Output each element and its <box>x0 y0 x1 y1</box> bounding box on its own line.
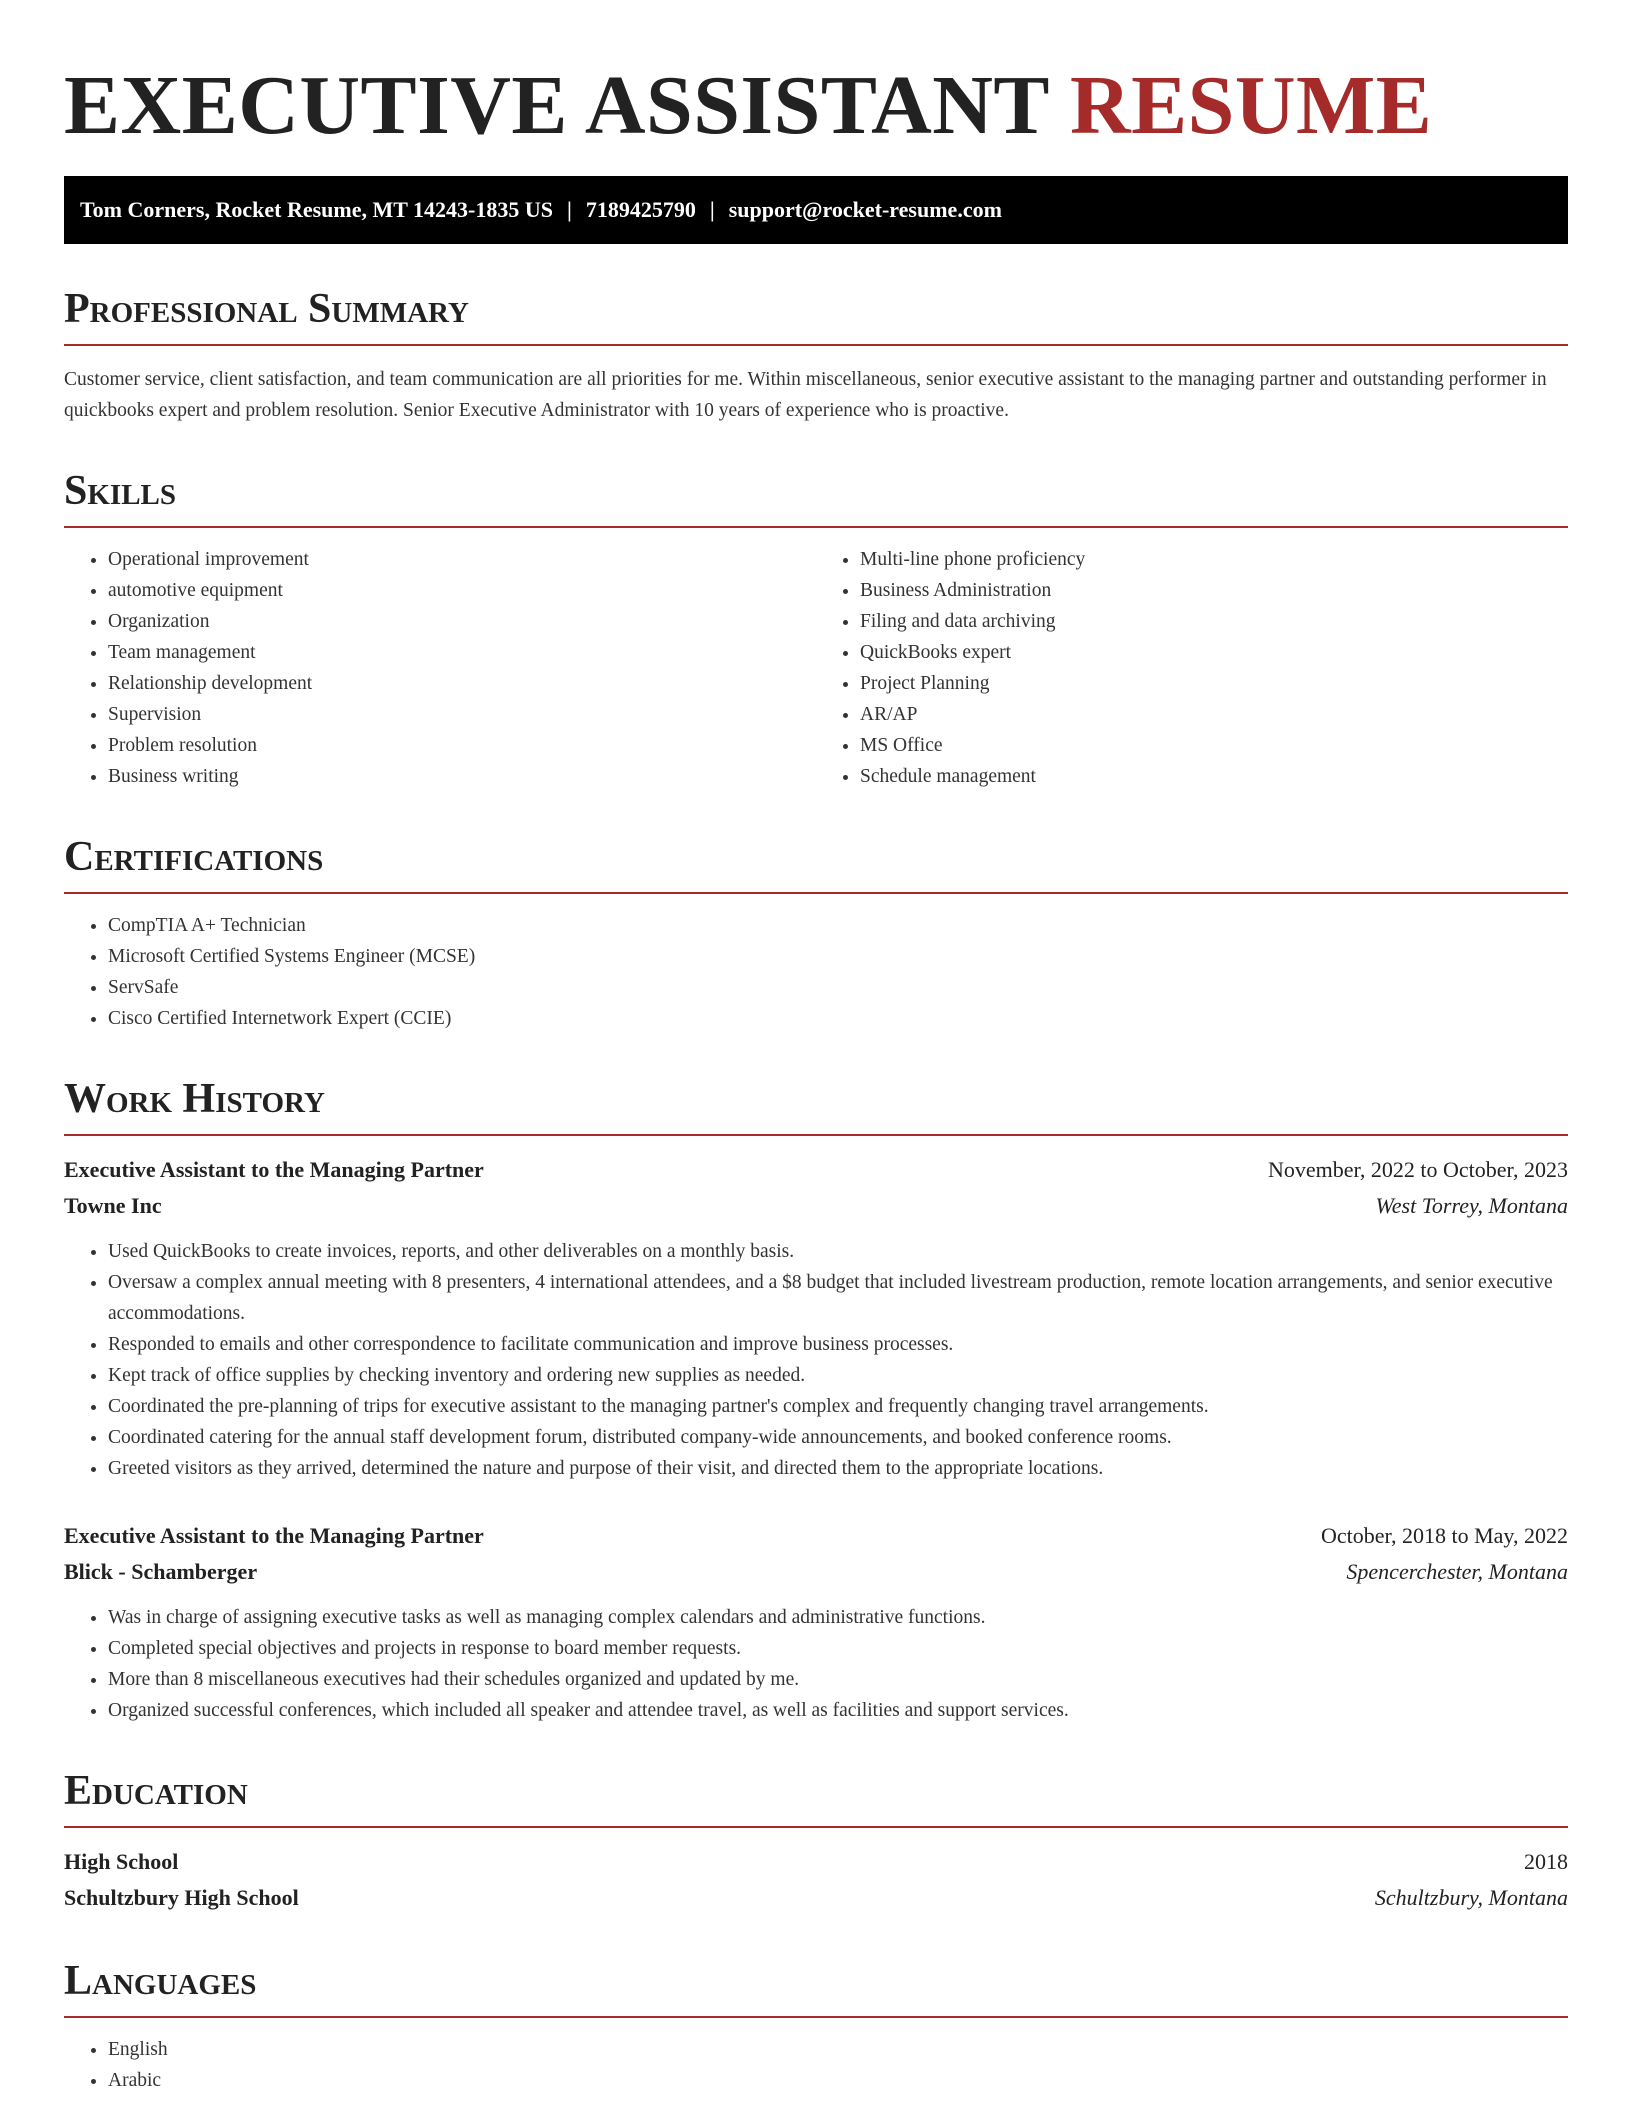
job-title: Executive Assistant to the Managing Partner <box>64 1157 484 1182</box>
education-year: 2018 <box>1524 1849 1568 1874</box>
skill-item: • MS Office <box>860 730 1568 761</box>
contact-bar <box>64 176 1568 244</box>
languages-list <box>64 2034 1568 2096</box>
certification-item: • ServSafe <box>108 972 1568 1003</box>
work-history-heading: Work History <box>64 1074 1568 1136</box>
skill-item: • QuickBooks expert <box>860 637 1568 668</box>
skill-item: • Team management <box>108 637 816 668</box>
skill-item: • Operational improvement <box>108 544 816 575</box>
summary-text: Customer service, client satisfaction, and team communication are all priorities for me. Within miscellaneous, senior executive assistant to the managing partner and outstanding performer in quickbooks expert and problem resolution. Senior Executive Administrator with 10 years of experience who is proactive. <box>64 369 1547 421</box>
job-dates: November, 2022 to October, 2023 <box>1267 1157 1568 1182</box>
job-location: Spencerchester, Montana <box>1346 1559 1568 1584</box>
job-entry <box>64 1518 1568 1726</box>
education-entry <box>64 1844 1568 1916</box>
skills-heading: Skills <box>64 466 1568 528</box>
skills-list-right <box>816 544 1568 792</box>
certifications-section <box>64 832 1568 1034</box>
job-bullet: • Kept track of office supplies by checking inventory and ordering new supplies as needed. <box>108 1360 1568 1391</box>
education-location: Schultzbury, Montana <box>1374 1885 1568 1910</box>
skill-item: • AR/AP <box>860 699 1568 730</box>
certification-item: • Cisco Certified Internetwork Expert (CCIE) <box>108 1003 1568 1034</box>
skill-item: • Filing and data archiving <box>860 606 1568 637</box>
language-item: • English <box>108 2034 1568 2065</box>
job-bullet: • Completed special objectives and projects in response to board member requests. <box>108 1633 1568 1664</box>
skill-item: • Schedule management <box>860 761 1568 792</box>
job-bullet: • Coordinated catering for the annual staff development forum, distributed company-wide announcements, and booked conference rooms. <box>108 1422 1568 1453</box>
skills-columns <box>64 528 1568 792</box>
page-title <box>64 56 1568 156</box>
languages-section <box>64 1956 1568 2096</box>
summary-heading: Professional Summary <box>64 284 1568 346</box>
skill-item: • Project Planning <box>860 668 1568 699</box>
job-bullet: • Greeted visitors as they arrived, determined the nature and purpose of their visit, and directed them to the appropriate locations. <box>108 1453 1568 1484</box>
education-school-row <box>64 1880 1568 1916</box>
summary-section <box>64 284 1568 426</box>
skill-item: • Business writing <box>108 761 816 792</box>
contact-separator: | <box>566 197 572 222</box>
skill-item: • Business Administration <box>860 575 1568 606</box>
job-entry <box>64 1152 1568 1484</box>
job-dates: October, 2018 to May, 2022 <box>1321 1523 1568 1548</box>
skills-list-left <box>64 544 816 792</box>
job-header-row <box>64 1152 1568 1188</box>
education-heading: Education <box>64 1766 1568 1828</box>
job-bullet: • Organized successful conferences, which included all speaker and attendee travel, as well as facilities and support services. <box>108 1695 1568 1726</box>
skills-section <box>64 466 1568 792</box>
work-history-section <box>64 1074 1568 1726</box>
resume-page <box>64 0 1568 2096</box>
skill-item: • Organization <box>108 606 816 637</box>
job-bullet: • Oversaw a complex annual meeting with 8 presenters, 4 international attendees, and a $8 budget that included livestream production, remote location arrangements, and senior executive accommodations. <box>108 1267 1568 1329</box>
certifications-heading: Certifications <box>64 832 1568 894</box>
education-degree: High School <box>64 1849 179 1874</box>
contact-phone: 7189425790 <box>585 197 696 222</box>
job-bullets <box>64 1602 1568 1726</box>
job-company: Towne Inc <box>64 1193 162 1218</box>
contact-separator: | <box>709 197 715 222</box>
job-location: West Torrey, Montana <box>1375 1193 1568 1218</box>
education-school: Schultzbury High School <box>64 1885 299 1910</box>
certification-item: • Microsoft Certified Systems Engineer (MCSE) <box>108 941 1568 972</box>
job-company-row <box>64 1554 1568 1590</box>
languages-heading: Languages <box>64 1956 1568 2018</box>
contact-email: support@rocket-resume.com <box>728 197 1002 222</box>
job-bullet: • Coordinated the pre-planning of trips for executive assistant to the managing partner's complex and frequently changing travel arrangements. <box>108 1391 1568 1422</box>
title-accent: RESUME <box>1069 59 1433 152</box>
job-bullet: • More than 8 miscellaneous executives had their schedules organized and updated by me. <box>108 1664 1568 1695</box>
contact-address: Tom Corners, Rocket Resume, MT 14243-1835 US <box>80 197 553 222</box>
job-company: Blick - Schamberger <box>64 1559 258 1584</box>
education-section <box>64 1766 1568 1916</box>
language-item: • Arabic <box>108 2065 1568 2096</box>
education-header-row <box>64 1844 1568 1880</box>
job-company-row <box>64 1188 1568 1224</box>
title-main: EXECUTIVE ASSISTANT <box>64 59 1049 152</box>
job-bullet: • Was in charge of assigning executive tasks as well as managing complex calendars and administrative functions. <box>108 1602 1568 1633</box>
skill-item: • automotive equipment <box>108 575 816 606</box>
certification-item: • CompTIA A+ Technician <box>108 910 1568 941</box>
skill-item: • Relationship development <box>108 668 816 699</box>
job-bullets <box>64 1236 1568 1484</box>
job-bullet: • Responded to emails and other correspondence to facilitate communication and improve business processes. <box>108 1329 1568 1360</box>
skill-item: • Multi-line phone proficiency <box>860 544 1568 575</box>
skill-item: • Problem resolution <box>108 730 816 761</box>
certifications-list <box>64 910 1568 1034</box>
job-header-row <box>64 1518 1568 1554</box>
job-title: Executive Assistant to the Managing Partner <box>64 1523 484 1548</box>
skill-item: • Supervision <box>108 699 816 730</box>
job-bullet: • Used QuickBooks to create invoices, reports, and other deliverables on a monthly basis. <box>108 1236 1568 1267</box>
